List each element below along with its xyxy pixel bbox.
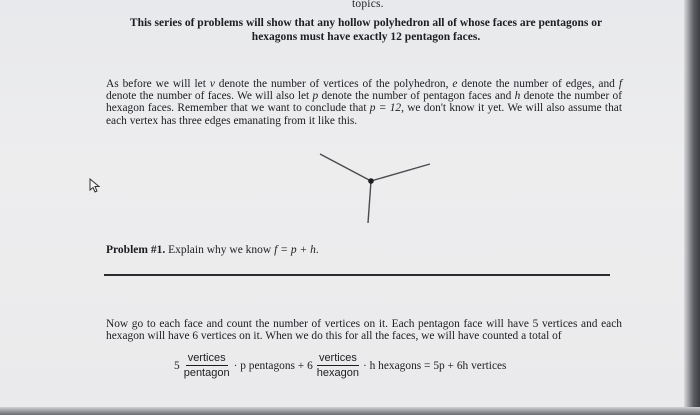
coefficient-5: 5 — [174, 359, 180, 372]
text-run: denote the number of pentagon faces and — [318, 90, 515, 103]
var-h: h — [514, 90, 521, 103]
screen-edge-right — [684, 0, 700, 415]
problem-1 — [106, 244, 319, 256]
equation-p-12: p = 12 — [369, 102, 402, 115]
problem-label: Problem #1. — [106, 244, 166, 256]
var-e: e — [452, 78, 458, 90]
vertex-count-formula — [174, 352, 507, 379]
title-line-2: hexagons must have exactly 12 pentagon faces. — [251, 31, 481, 43]
counting-paragraph: Now go to each face and count the number of vertices on it. Each pentagon face will have 5 vertices and each hexagon will have 6 vertices on it. When we do this for all the faces, we will have counted a total of — [106, 318, 622, 343]
fraction-denominator: pentagon — [183, 367, 230, 379]
text-run: denote the number of vertices of the polyhedron, — [214, 78, 453, 90]
diagram-edge-right — [371, 164, 430, 181]
document-title — [104, 16, 628, 44]
intro-paragraph — [106, 78, 622, 127]
var-v: v — [209, 78, 215, 90]
screen-edge-bottom — [0, 407, 700, 415]
problem-text: Explain why we know — [165, 244, 275, 256]
answer-line — [104, 274, 610, 276]
text-run: denote the number of edges, and — [457, 78, 619, 90]
text-run: denote the number of hexagon faces. Remember that we want to conclude that — [106, 90, 623, 115]
vertex-diagram — [310, 150, 434, 226]
fraction-numerator: vertices — [187, 352, 226, 364]
mouse-cursor-icon — [88, 178, 102, 194]
diagram-vertex-dot — [368, 178, 374, 184]
fraction-vertices-per-pentagon — [182, 352, 232, 379]
var-p: p — [312, 90, 319, 103]
formula-middle-2: · h hexagons = 5p + 6h vertices — [363, 359, 507, 372]
diagram-edge-down — [368, 181, 371, 223]
text-run: , we don't know it yet. We will also assume that each vertex has three edges emanating from it like this. — [106, 102, 622, 127]
page-topic-heading: topics. — [352, 0, 384, 10]
problem-equation: f = p + h — [274, 244, 316, 256]
formula-middle-1: · p pentagons + 6 — [233, 359, 313, 372]
title-line-1: This series of problems will show that any hollow polyhedron all of whose faces are pentagons or — [129, 17, 603, 29]
diagram-edge-left — [320, 154, 371, 181]
var-f: f — [618, 78, 622, 90]
text-run: denote the number of faces. We will also let — [106, 90, 313, 103]
fraction-numerator: vertices — [318, 352, 357, 364]
fraction-denominator: hexagon — [316, 367, 359, 379]
fraction-vertices-per-hexagon — [315, 352, 361, 379]
problem-end: . — [315, 244, 319, 256]
text-run: As before we will let — [106, 78, 210, 90]
